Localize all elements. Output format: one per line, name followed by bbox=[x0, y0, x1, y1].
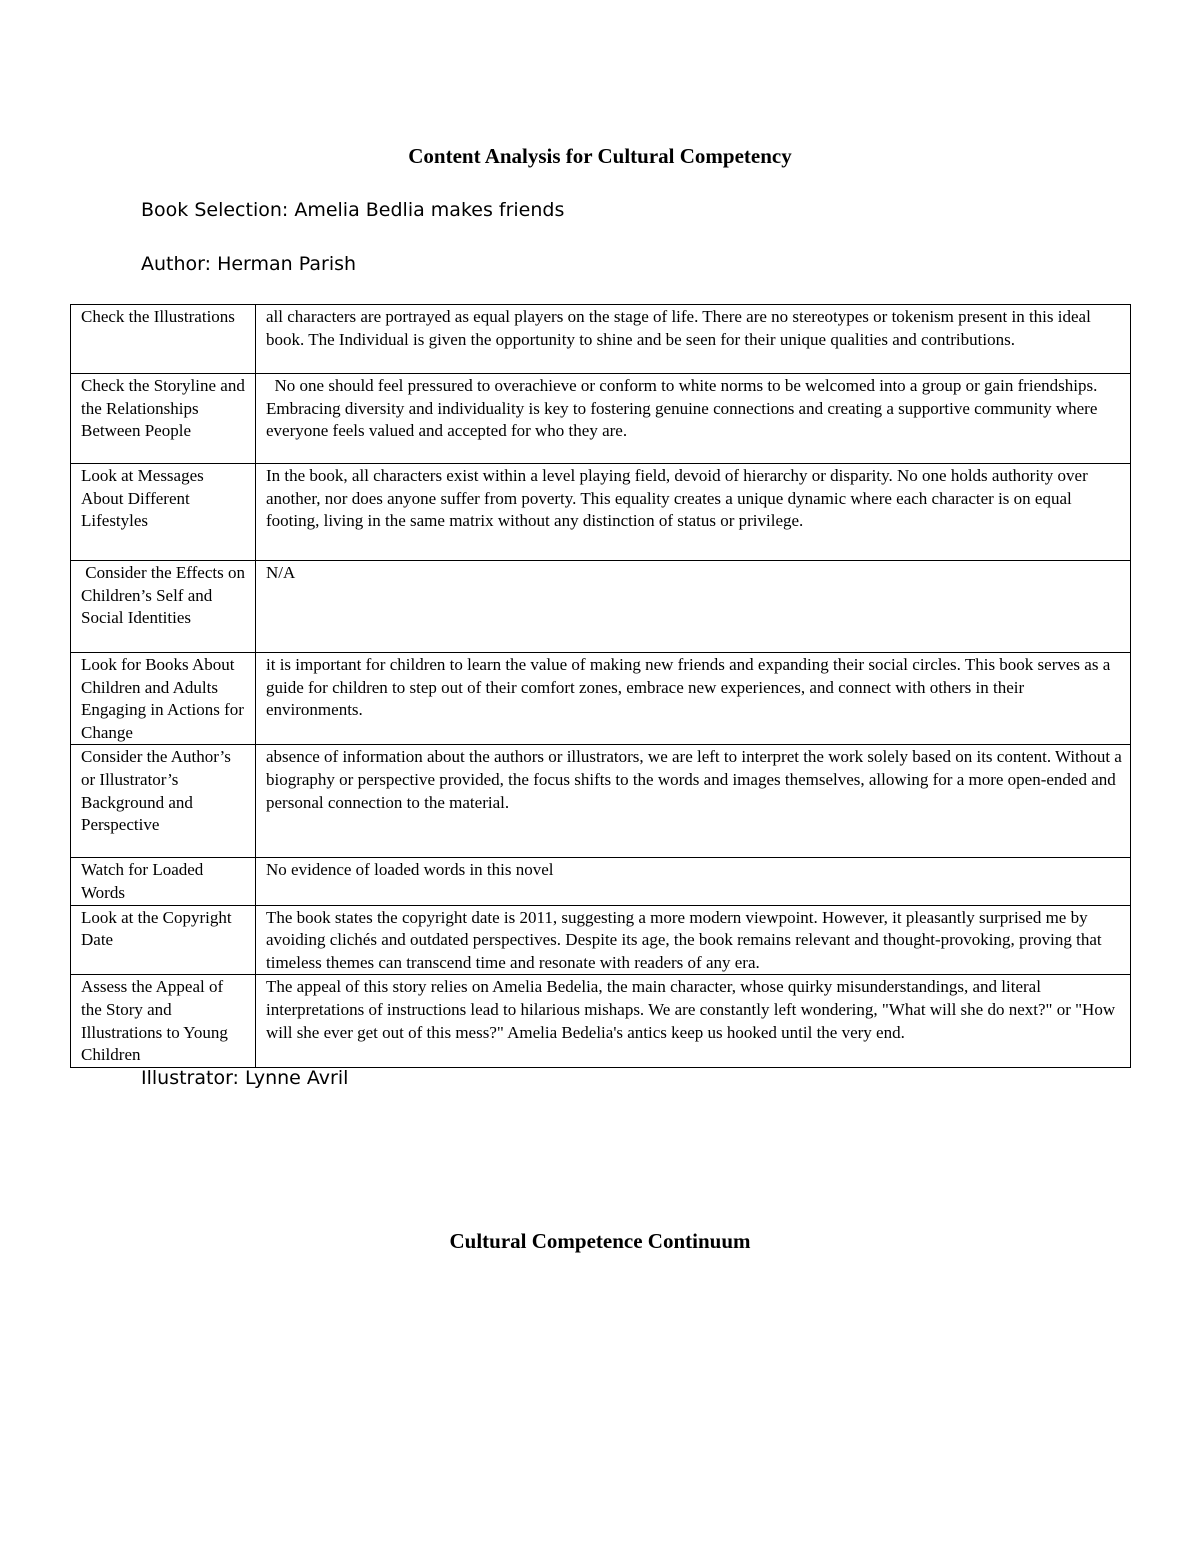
criterion-cell: Check the Storyline and the Relationships Between People bbox=[71, 374, 256, 464]
response-cell: The appeal of this story relies on Amelia Bedelia, the main character, whose quirky misunderstandings, and literal interpretations of instructions lead to hilarious mishaps. We are constantly left wondering, "What will she do next?" or "How will she ever get out of this mess?" Amelia Bedelia's antics keep us hooked until the very end. bbox=[256, 975, 1131, 1067]
table-row bbox=[71, 305, 1131, 374]
response-cell: absence of information about the authors or illustrators, we are left to interpret the work solely based on its content. Without a biography or perspective provided, the focus shifts to the words and images themselves, allowing for a more open-ended and personal connection to the material. bbox=[256, 745, 1131, 858]
criterion-cell: Assess the Appeal of the Story and Illustrations to Young Children bbox=[71, 975, 256, 1067]
table-row bbox=[71, 975, 1131, 1067]
table-row bbox=[71, 464, 1131, 561]
illustrator-line: Illustrator: Lynne Avril bbox=[141, 1067, 349, 1089]
response-cell: it is important for children to learn the value of making new friends and expanding their social circles. This book serves as a guide for children to step out of their comfort zones, embrace new experiences, and connect with others in their environments. bbox=[256, 653, 1131, 745]
table-row bbox=[71, 374, 1131, 464]
criterion-cell: Look for Books About Children and Adults Engaging in Actions for Change bbox=[71, 653, 256, 745]
response-cell: No evidence of loaded words in this novel bbox=[256, 858, 1131, 905]
content-analysis-table bbox=[70, 304, 1131, 1068]
criterion-cell: Consider the Effects on Children’s Self and Social Identities bbox=[71, 561, 256, 653]
table-row bbox=[71, 653, 1131, 745]
table-row bbox=[71, 905, 1131, 975]
book-selection-line: Book Selection: Amelia Bedlia makes friends bbox=[141, 199, 565, 221]
criterion-cell: Watch for Loaded Words bbox=[71, 858, 256, 905]
table-row bbox=[71, 745, 1131, 858]
document-title: Content Analysis for Cultural Competency bbox=[408, 144, 792, 168]
response-cell: all characters are portrayed as equal players on the stage of life. There are no stereotypes or tokenism present in this ideal book. The Individual is given the opportunity to shine and be seen for their unique qualities and contributions. bbox=[256, 305, 1131, 374]
response-cell: In the book, all characters exist within a level playing field, devoid of hierarchy or disparity. No one holds authority over another, nor does anyone suffer from poverty. This equality creates a unique dynamic where each character is on equal footing, living in the same matrix without any distinction of status or privilege. bbox=[256, 464, 1131, 561]
author-line: Author: Herman Parish bbox=[141, 253, 357, 275]
section-title: Cultural Competence Continuum bbox=[449, 1229, 751, 1253]
criterion-cell: Look at the Copyright Date bbox=[71, 905, 256, 975]
criterion-cell: Check the Illustrations bbox=[71, 305, 256, 374]
response-cell: N/A bbox=[256, 561, 1131, 653]
response-cell: No one should feel pressured to overachieve or conform to white norms to be welcomed into a group or gain friendships. Embracing diversity and individuality is key to fostering genuine connections and creating a supportive community where everyone feels valued and accepted for who they are. bbox=[256, 374, 1131, 464]
criterion-cell: Look at Messages About Different Lifestyles bbox=[71, 464, 256, 561]
table-row bbox=[71, 858, 1131, 905]
response-cell: The book states the copyright date is 2011, suggesting a more modern viewpoint. However, it pleasantly surprised me by avoiding clichés and outdated perspectives. Despite its age, the book remains relevant and thought-provoking, proving that timeless themes can transcend time and resonate with readers of any era. bbox=[256, 905, 1131, 975]
criterion-cell: Consider the Author’s or Illustrator’s Background and Perspective bbox=[71, 745, 256, 858]
table-row bbox=[71, 561, 1131, 653]
